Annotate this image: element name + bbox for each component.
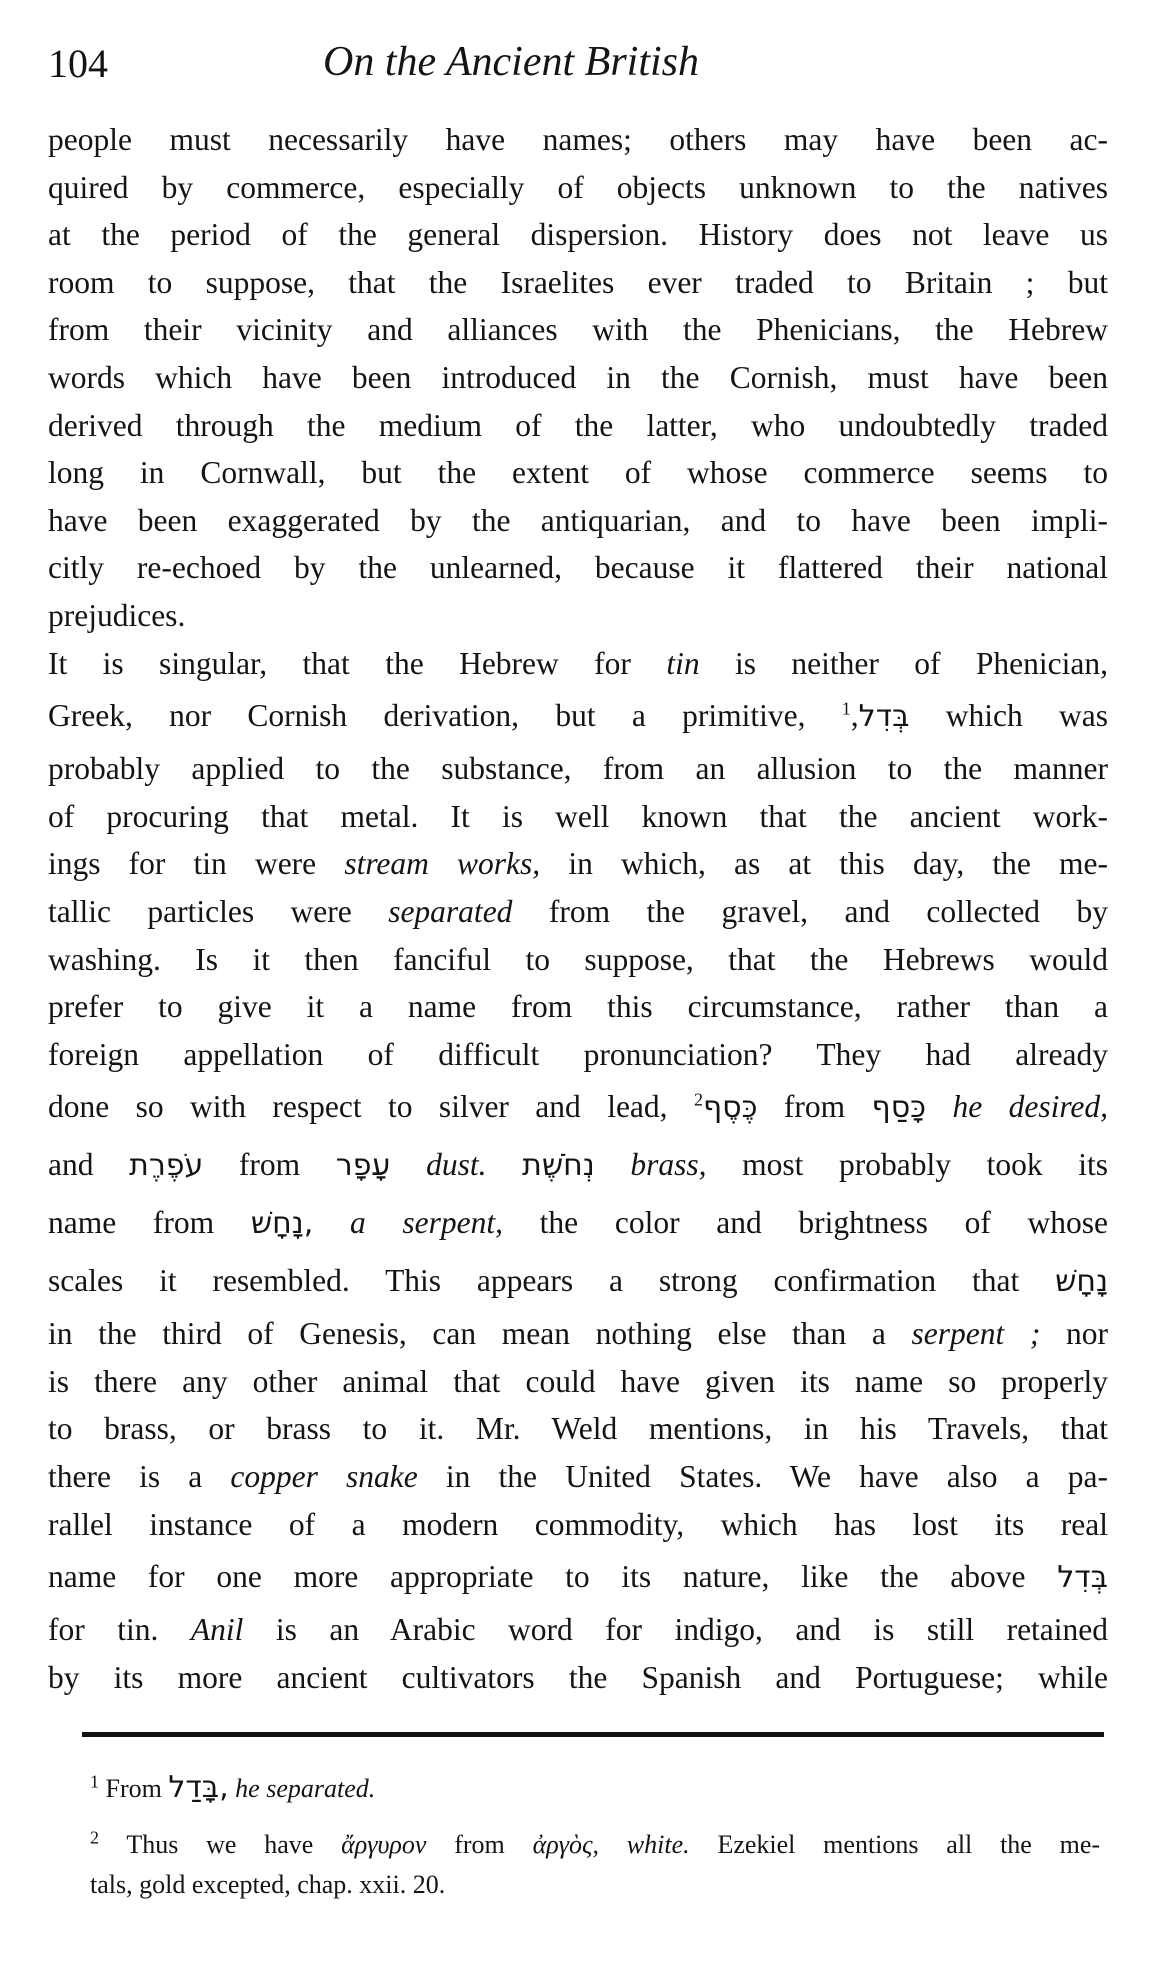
- text-line: prejudices.: [48, 597, 186, 633]
- text-line: at the period of the general dispersion. History does not leave us: [48, 217, 1108, 253]
- text-line: room to suppose, that the Israelites ever traded to Britain ; but: [48, 264, 1108, 300]
- hebrew-word: נָחָשׁ: [1055, 1264, 1109, 1300]
- text-line: scales it resembled. This appears a strong confirmation that נָחָשׁ: [48, 1263, 1109, 1300]
- footnote-number: 1: [90, 1771, 99, 1792]
- text-line: have been exaggerated by the antiquarian, and to have been impli-: [48, 502, 1108, 538]
- hebrew-word: נָחָשׁ,: [250, 1206, 314, 1242]
- text-line: to brass, or brass to it. Mr. Weld mentions, in his Travels, that: [48, 1411, 1108, 1447]
- footnotes: [90, 1768, 1100, 1905]
- text-line: name from נָחָשׁ, a serpent, the color and brightness of whose: [48, 1205, 1109, 1242]
- text-line: ings for tin were stream works, in which, as at this day, the me-: [48, 846, 1109, 882]
- text-line: of procuring that metal. It is well known that the ancient work-: [48, 798, 1108, 834]
- greek-word: ἄργυρον: [341, 1830, 427, 1859]
- text-line: from their vicinity and alliances with the Phenicians, the Hebrew: [48, 312, 1108, 348]
- footnote-divider: [82, 1732, 1104, 1737]
- page-number: 104: [48, 41, 108, 86]
- footnote-2-continued: tals, gold excepted, chap. xxii. 20.: [90, 1870, 446, 1899]
- text-line: rallel instance of a modern commodity, which has lost its real: [48, 1506, 1108, 1542]
- hebrew-word: נְחֹשֶׁת: [522, 1148, 595, 1184]
- text-line: probably applied to the substance, from an allusion to the manner: [48, 751, 1108, 787]
- text-line: is there any other animal that could have given its name so properly: [48, 1363, 1108, 1399]
- text-line: Greek, nor Cornish derivation, but a primitive, בְּדִל,$^1$ which was: [48, 698, 1109, 735]
- text-line: washing. Is it then fanciful to suppose, that the Hebrews would: [48, 941, 1108, 977]
- hebrew-word: כָּסַף: [871, 1090, 927, 1126]
- text-line: foreign appellation of difficult pronunciation? They had already: [48, 1036, 1108, 1072]
- text-line: in the third of Genesis, can mean nothing else than a serpent ; nor: [48, 1316, 1108, 1352]
- footnote-1: $^1$ From בָּדַל, he separated.: [90, 1770, 376, 1805]
- footnote-marker: 1: [841, 698, 851, 719]
- hebrew-word: עָפָר: [335, 1148, 391, 1184]
- text-line: and עֹפֶרֶת from עָפָר dust. נְחֹשֶׁת brass, most probably took its: [48, 1147, 1109, 1184]
- text-line: prefer to give it a name from this circumstance, rather than a: [48, 989, 1108, 1025]
- text-line: words which have been introduced in the Cornish, must have been: [48, 359, 1108, 395]
- text-line: long in Cornwall, but the extent of whose commerce seems to: [48, 455, 1108, 491]
- greek-word: ἀργὸς,: [532, 1830, 599, 1859]
- text-line: tallic particles were separated from the gravel, and collected by: [48, 893, 1108, 929]
- footnote-number: 2: [90, 1827, 99, 1848]
- text-line: done so with respect to silver and lead, כֶּסֶף$^2$ from כָּסַף he desired,: [48, 1089, 1109, 1126]
- hebrew-word: עֹפֶרֶת: [129, 1148, 204, 1184]
- footnote-2: $^2$ Thus we have ἄργυρον from ἀργὸς, white. Ezekiel mentions all the me-: [90, 1827, 1101, 1859]
- text-line: quired by commerce, especially of objects unknown to the natives: [48, 169, 1108, 205]
- text-line: people must necessarily have names; others may have been ac-: [48, 122, 1108, 157]
- body-text: [48, 116, 1108, 1701]
- text-line: there is a copper snake in the United States. We have also a pa-: [48, 1459, 1108, 1495]
- footnote-marker: 2: [693, 1089, 703, 1110]
- hebrew-word: בְּדִל: [1057, 1560, 1108, 1596]
- text-line: It is singular, that the Hebrew for tin is neither of Phenician,: [48, 645, 1109, 681]
- running-title: On the Ancient British: [323, 39, 700, 85]
- text-line: name for one more appropriate to its nature, like the above בְּדִל: [48, 1559, 1108, 1596]
- hebrew-word: כֶּסֶף: [702, 1090, 758, 1126]
- text-line: for tin. Anil is an Arabic word for indigo, and is still retained: [48, 1612, 1109, 1648]
- text-line: citly re-echoed by the unlearned, because it flattered their national: [48, 550, 1108, 586]
- text-line: by its more ancient cultivators the Spanish and Portuguese; while: [48, 1659, 1108, 1695]
- text-line: derived through the medium of the latter, who undoubtedly traded: [48, 407, 1108, 443]
- hebrew-word: בְּדִל: [858, 699, 910, 735]
- hebrew-word: בָּדַל,: [168, 1770, 229, 1805]
- page-header: [48, 34, 1088, 94]
